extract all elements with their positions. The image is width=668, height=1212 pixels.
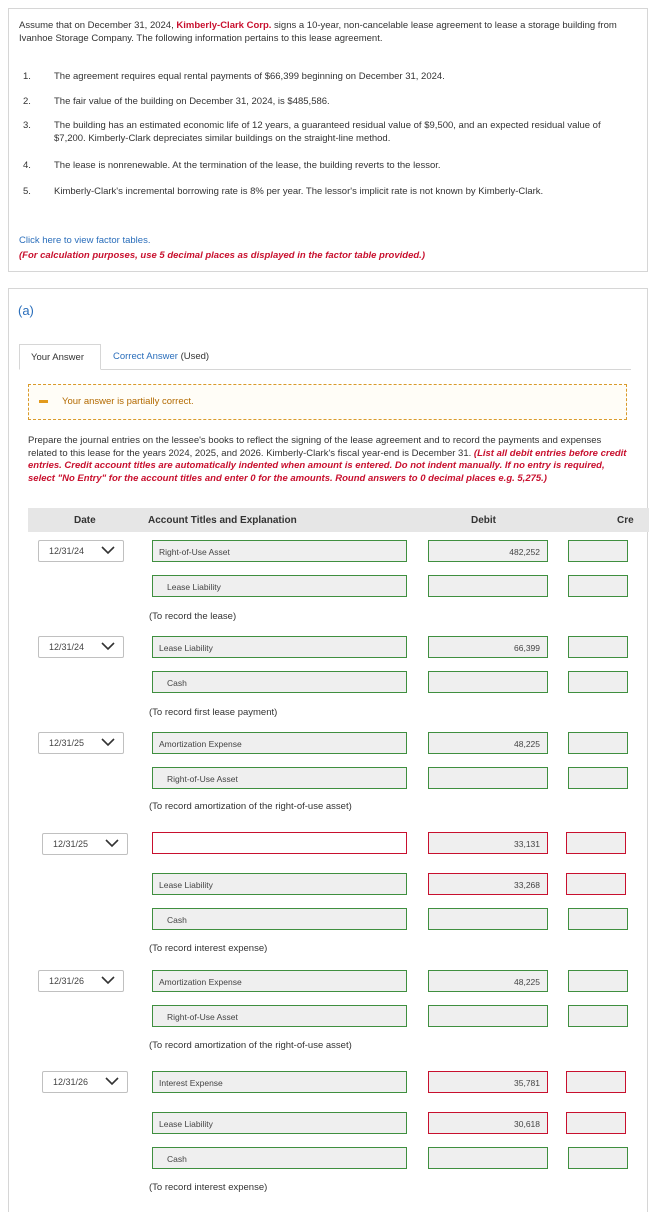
credit-field[interactable]	[568, 540, 628, 562]
entry-memo: (To record interest expense)	[149, 1182, 268, 1193]
feedback-text: Your answer is partially correct.	[62, 396, 194, 407]
tab-divider	[101, 369, 631, 370]
tab-correct-answer[interactable]	[102, 344, 232, 370]
date-select[interactable]	[38, 636, 124, 658]
problem-statement	[8, 8, 648, 272]
account-field[interactable]: Interest Expense	[152, 1071, 407, 1093]
credit-field[interactable]	[568, 732, 628, 754]
date-value: 12/31/24	[49, 546, 85, 556]
credit-field[interactable]	[568, 908, 628, 930]
date-value: 12/31/26	[53, 1077, 89, 1087]
entry-memo: (To record amortization of the right-of-use asset)	[149, 1040, 352, 1051]
company-name: Kimberly-Clark Corp.	[176, 20, 272, 31]
item-text: The agreement requires equal rental payments of $66,399 beginning on December 31, 2024.	[54, 71, 445, 82]
part-a-panel	[8, 288, 648, 1212]
problem-intro	[19, 19, 629, 45]
debit-field[interactable]	[428, 575, 548, 597]
chevron-down-icon	[101, 737, 115, 747]
date-select[interactable]	[42, 1071, 128, 1093]
date-select[interactable]	[38, 970, 124, 992]
entry-memo: (To record interest expense)	[149, 943, 268, 954]
debit-field[interactable]	[428, 767, 548, 789]
date-value: 12/31/24	[49, 642, 85, 652]
credit-field[interactable]	[568, 1147, 628, 1169]
account-field[interactable]: Lease Liability	[152, 1112, 407, 1134]
tab-your-answer[interactable]	[19, 344, 101, 370]
date-select[interactable]	[42, 833, 128, 855]
credit-field[interactable]	[566, 1071, 626, 1093]
date-select[interactable]	[38, 732, 124, 754]
debit-field[interactable]: 33,268	[428, 873, 548, 895]
account-field[interactable]: Lease Liability	[152, 636, 407, 658]
intro-prefix: Assume that on December 31, 2024,	[19, 20, 174, 31]
debit-field[interactable]: 482,252	[428, 540, 548, 562]
calculation-note: (For calculation purposes, use 5 decimal places as displayed in the factor table provided.)	[19, 250, 425, 261]
partial-correct-icon	[39, 400, 48, 403]
instructions-note: (List all debit entries before credit entries. Credit account titles are automatically indented when amount is entered. Do not indent manually. If no entry is required, select "No Entry" for the account titles and enter 0 for the amounts. Round answers to 0 decimal places e.g. 5,275.)	[28, 447, 627, 484]
entry-memo: (To record first lease payment)	[149, 707, 278, 718]
item-number: 2.	[23, 96, 31, 107]
entry-memo: (To record amortization of the right-of-use asset)	[149, 801, 352, 812]
instructions-text: Prepare the journal entries on the lessee's books to reflect the signing of the lease agreement and to record the payments and expenses related to this lease for the years 2024, 2025, and 2026. Kimberly-Clark's fiscal year-end is December 31.	[28, 435, 602, 459]
account-field[interactable]: Right-of-Use Asset	[152, 540, 407, 562]
debit-field[interactable]: 35,781	[428, 1071, 548, 1093]
item-text: The lease is nonrenewable. At the termination of the lease, the building reverts to the lessor.	[54, 160, 441, 171]
tab-your-answer-label: Your Answer	[31, 352, 84, 363]
account-field[interactable]: Lease Liability	[152, 575, 407, 597]
account-field[interactable]: Right-of-Use Asset	[152, 1005, 407, 1027]
debit-field[interactable]: 48,225	[428, 732, 548, 754]
item-number: 4.	[23, 160, 31, 171]
item-number: 5.	[23, 186, 31, 197]
header-credit: Cre	[617, 515, 634, 526]
tab-used-label: (Used)	[180, 351, 210, 362]
credit-field[interactable]	[566, 832, 626, 854]
chevron-down-icon	[101, 641, 115, 651]
credit-field[interactable]	[568, 671, 628, 693]
debit-field[interactable]	[428, 908, 548, 930]
debit-field[interactable]	[428, 671, 548, 693]
part-label: (a)	[18, 303, 34, 318]
item-number: 1.	[23, 71, 31, 82]
header-account: Account Titles and Explanation	[148, 515, 297, 526]
journal-table-header	[28, 508, 649, 532]
factor-tables-link[interactable]: Click here to view factor tables.	[19, 235, 151, 246]
credit-field[interactable]	[568, 575, 628, 597]
item-text: Kimberly-Clark's incremental borrowing rate is 8% per year. The lessor's implicit rate is not known by Kimberly-Clark.	[54, 186, 544, 197]
instructions	[28, 435, 628, 485]
tab-correct-answer-label: Correct Answer	[113, 351, 178, 362]
item-number: 3.	[23, 120, 31, 131]
account-field[interactable]: Cash	[152, 671, 407, 693]
chevron-down-icon	[105, 838, 119, 848]
credit-field[interactable]	[566, 1112, 626, 1134]
chevron-down-icon	[101, 545, 115, 555]
account-field[interactable]: Lease Liability	[152, 873, 407, 895]
account-field[interactable]: Right-of-Use Asset	[152, 767, 407, 789]
date-value: 12/31/26	[49, 976, 85, 986]
debit-field[interactable]: 66,399	[428, 636, 548, 658]
account-field[interactable]: Amortization Expense	[152, 732, 407, 754]
credit-field[interactable]	[566, 873, 626, 895]
credit-field[interactable]	[568, 970, 628, 992]
header-date: Date	[74, 515, 96, 526]
credit-field[interactable]	[568, 767, 628, 789]
feedback-banner	[28, 384, 627, 420]
debit-field[interactable]	[428, 1005, 548, 1027]
debit-field[interactable]	[428, 1147, 548, 1169]
account-field[interactable]: Cash	[152, 1147, 407, 1169]
intro-suffix: signs a 10-year, non-cancelable lease agreement to lease a storage building from Ivanhoe Storage Company. The following information pertains to this lease agreement.	[19, 20, 617, 44]
debit-field[interactable]: 33,131	[428, 832, 548, 854]
credit-field[interactable]	[568, 1005, 628, 1027]
credit-field[interactable]	[568, 636, 628, 658]
account-field[interactable]: Amortization Expense	[152, 970, 407, 992]
debit-field[interactable]: 30,618	[428, 1112, 548, 1134]
entry-memo: (To record the lease)	[149, 611, 237, 622]
debit-field[interactable]: 48,225	[428, 970, 548, 992]
item-text: The fair value of the building on December 31, 2024, is $485,586.	[54, 96, 330, 107]
chevron-down-icon	[105, 1076, 119, 1086]
date-select[interactable]	[38, 540, 124, 562]
header-debit: Debit	[471, 515, 496, 526]
item-text: The building has an estimated economic life of 12 years, a guaranteed residual value of $9,500, and an expected residual value of $7,200. Kimberly-Clark depreciates similar buildings on the straight-line method.	[54, 120, 601, 144]
account-field[interactable]	[152, 832, 407, 854]
chevron-down-icon	[101, 975, 115, 985]
date-value: 12/31/25	[53, 839, 89, 849]
date-value: 12/31/25	[49, 738, 85, 748]
account-field[interactable]: Cash	[152, 908, 407, 930]
